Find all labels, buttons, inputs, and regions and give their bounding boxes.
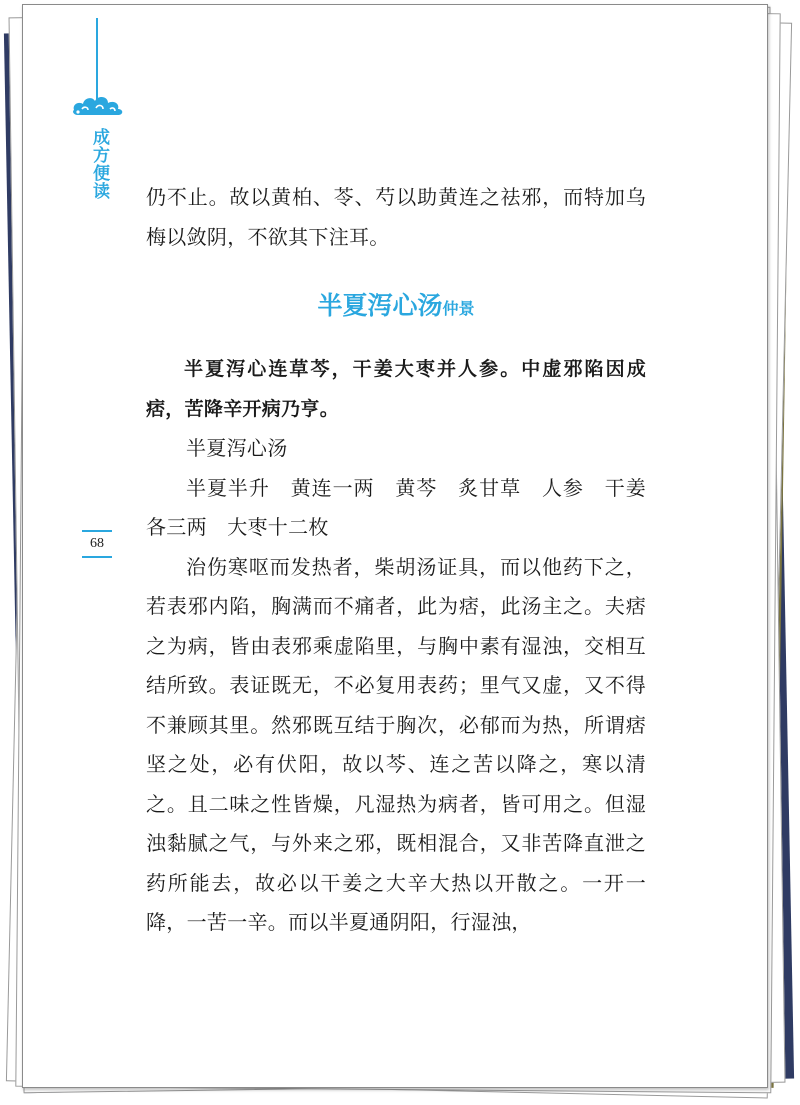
formula-title: 半夏泻心汤 [317, 291, 443, 320]
page-number: 68 [90, 536, 104, 551]
continuation-paragraph: 仍不止。故以黄柏、苓、芍以助黄连之祛邪，而特加乌梅以敛阴，不欲其下注耳。 [146, 185, 646, 249]
page-number-block [82, 530, 112, 558]
formula-name: 半夏泻心汤 [186, 436, 288, 460]
formula-ingredients: 半夏半升 黄连一两 黄芩 炙甘草 人参 干姜各三两 大枣十二枚 [146, 475, 646, 539]
formula-verse: 半夏泻心连草芩，干姜大枣并人参。中虚邪陷因成痞，苦降辛开病乃亨。 [146, 358, 646, 420]
formula-author: 仲景 [442, 299, 475, 318]
ornament-hanging-line [96, 18, 98, 100]
formula-explanation: 治伤寒呕而发热者，柴胡汤证具，而以他药下之，若表邪内陷，胸满而不痛者，此为痞，此汤主之。夫痞之为病，皆由表邪乘虚陷里，与胸中素有湿浊，交相互结所致。表证既无，不必复用表药；里气又虚，又不得不兼顾其里。然邪既互结于胸次，必郁而为热，所谓痞坚之处，必有伏阳，故以芩、连之苦以降之，寒以清之。且二味之性皆燥，凡湿热为病者，皆可用之。但湿浊黏腻之气，与外来之邪，既相混合，又非苦降直泄之药所能去，故必以干姜之大辛大热以开散之。一开一降，一苦一辛。而以半夏通阴阳，行湿浊， [146, 554, 646, 934]
cloud-ornament-icon [70, 92, 126, 118]
main-text [146, 178, 646, 943]
page-number-rule [82, 556, 112, 558]
section-label: 成方便读 [89, 128, 109, 200]
formula-heading [146, 286, 646, 326]
